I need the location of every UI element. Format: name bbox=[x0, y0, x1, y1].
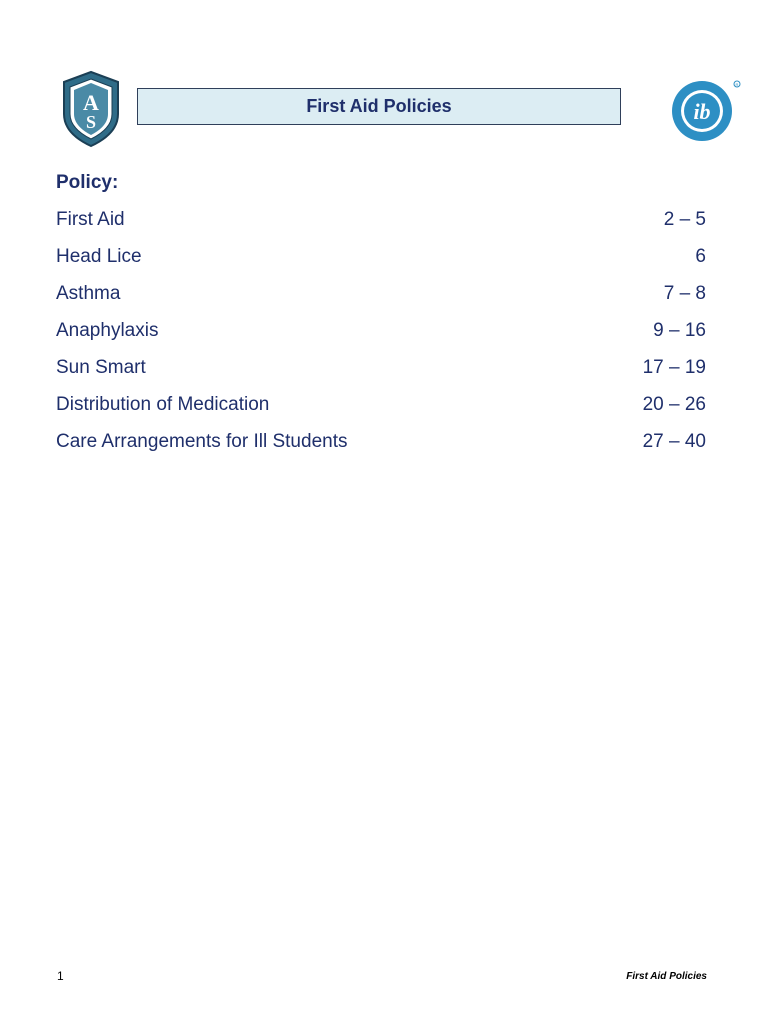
svg-text:A: A bbox=[83, 90, 99, 115]
toc-item-pages: 27 – 40 bbox=[642, 431, 706, 452]
toc-item-anaphylaxis bbox=[56, 315, 706, 352]
toc-item-name: Sun Smart bbox=[56, 357, 146, 378]
policy-contents-list bbox=[56, 204, 706, 463]
toc-item-distribution-of-medication bbox=[56, 389, 706, 426]
toc-item-care-arrangements bbox=[56, 426, 706, 463]
page-title: First Aid Policies bbox=[306, 96, 452, 116]
toc-item-pages: 9 – 16 bbox=[653, 320, 706, 341]
toc-item-asthma bbox=[56, 278, 706, 315]
toc-item-head-lice bbox=[56, 241, 706, 278]
footer-page-number: 1 bbox=[57, 969, 64, 983]
toc-item-name: Asthma bbox=[56, 283, 121, 304]
toc-item-name: Head Lice bbox=[56, 246, 142, 267]
toc-item-first-aid bbox=[56, 204, 706, 241]
svg-text:S: S bbox=[85, 112, 97, 132]
toc-item-sun-smart bbox=[56, 352, 706, 389]
footer-document-title: First Aid Policies bbox=[626, 971, 707, 982]
toc-item-pages: 2 – 5 bbox=[663, 209, 706, 230]
toc-item-name: Anaphylaxis bbox=[56, 320, 159, 341]
svg-text:R: R bbox=[735, 82, 739, 87]
toc-item-name: First Aid bbox=[56, 209, 125, 230]
ib-world-school-logo bbox=[668, 79, 744, 143]
toc-item-pages: 20 – 26 bbox=[642, 394, 706, 415]
title-box bbox=[137, 88, 621, 125]
toc-item-pages: 6 bbox=[695, 246, 706, 267]
svg-text:ib: ib bbox=[693, 99, 711, 124]
toc-item-pages: 17 – 19 bbox=[642, 357, 706, 378]
policy-heading: Policy: bbox=[56, 172, 119, 193]
school-crest-logo bbox=[60, 70, 122, 148]
toc-item-name: Distribution of Medication bbox=[56, 394, 270, 415]
toc-item-name: Care Arrangements for Ill Students bbox=[56, 431, 348, 452]
toc-item-pages: 7 – 8 bbox=[663, 283, 706, 304]
